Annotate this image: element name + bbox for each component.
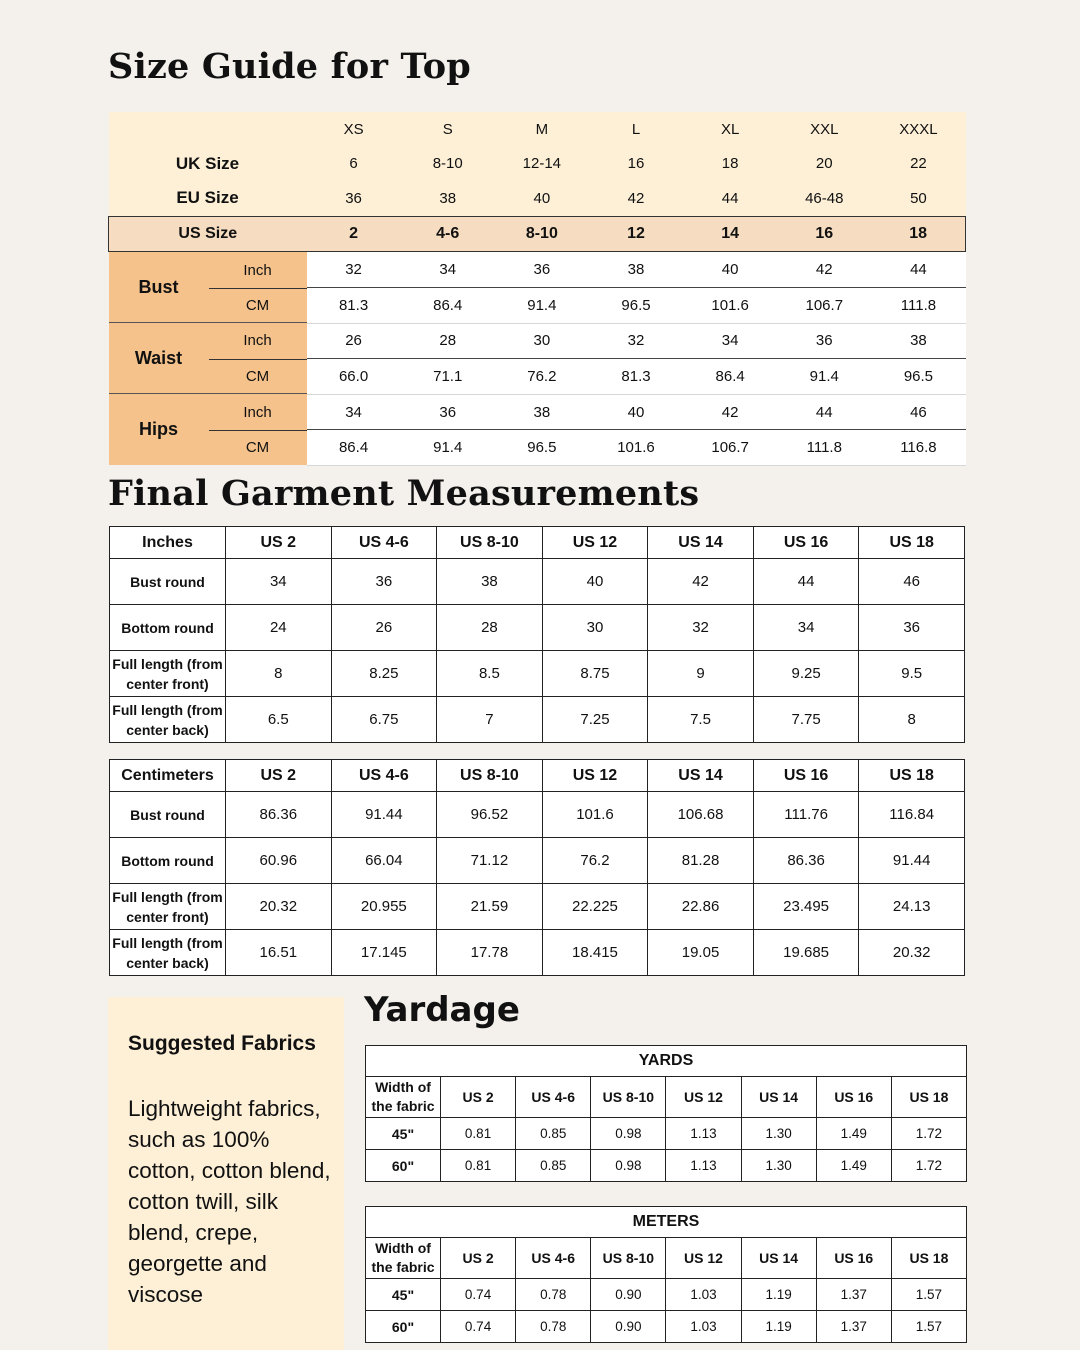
row-label: Full length (from center back) [110,930,226,976]
waist-category-cell [109,323,307,394]
size-header: US 18 [859,527,965,559]
size-header: US 16 [753,527,859,559]
inch-value: 36 [777,323,871,359]
measurement-value: 101.6 [542,792,648,838]
measurement-value: 20.32 [859,930,965,976]
bust-inch-row [109,252,966,288]
final-cm-table [109,759,965,976]
row-label: Bottom round [110,838,226,884]
measurement-value: 60.96 [226,838,332,884]
yardage-value: 1.19 [741,1279,816,1311]
size-guide-table [108,112,966,466]
cm-unit-label: CM [245,367,270,385]
letter-size-cell: XXXL [871,112,965,147]
yardage-value: 0.85 [516,1150,591,1182]
yardage-value: 0.90 [591,1311,666,1343]
cm-unit-label: CM [245,296,270,314]
size-header: US 14 [648,527,754,559]
inch-value: 34 [401,252,495,288]
us-size-value: 14 [683,216,777,252]
yardage-value: 0.85 [516,1118,591,1150]
fabric-width: 60" [366,1311,441,1343]
yardage-meters-table [365,1206,967,1343]
yardage-value: 0.81 [441,1118,516,1150]
measurement-value: 86.36 [753,838,859,884]
measurement-value: 21.59 [437,884,543,930]
fabric-width: 60" [366,1150,441,1182]
measurement-value: 16.51 [226,930,332,976]
yardage-value: 1.72 [891,1118,966,1150]
measurement-value: 32 [648,605,754,651]
cm-unit-label: CM [245,439,270,457]
size-header: US 16 [753,760,859,792]
size-header: US 14 [648,760,754,792]
measurement-value: 9.5 [859,651,965,697]
waist-label: Waist [134,348,183,369]
size-header: US 12 [666,1238,741,1279]
unit-header: Inches [110,527,226,559]
table-row [110,792,965,838]
meters-caption: METERS [366,1207,967,1238]
measurement-value: 24 [226,605,332,651]
uk-size-row [109,147,966,182]
measurement-value: 36 [331,559,437,605]
size-header: US 2 [441,1077,516,1118]
eu-size-value: 46-48 [777,181,871,216]
letter-size-row [109,112,966,147]
uk-size-value: 8-10 [401,147,495,182]
measurement-value: 22.225 [542,884,648,930]
yards-caption: YARDS [366,1046,967,1077]
cm-value: 81.3 [307,287,401,323]
fabric-width: 45" [366,1279,441,1311]
cm-value: 86.4 [683,359,777,395]
measurement-value: 8.5 [437,651,543,697]
size-header: US 4-6 [516,1238,591,1279]
cm-value: 76.2 [495,359,589,395]
yardage-value: 1.57 [891,1311,966,1343]
size-guide-title: Size Guide for Top [108,46,471,87]
cm-value: 106.7 [777,287,871,323]
size-header: US 12 [542,760,648,792]
cm-value: 81.3 [589,359,683,395]
measurement-value: 6.75 [331,697,437,743]
size-header: US 4-6 [331,527,437,559]
table-row [110,884,965,930]
measurement-value: 22.86 [648,884,754,930]
measurement-value: 44 [753,559,859,605]
size-header: US 12 [666,1077,741,1118]
yardage-value: 0.78 [516,1279,591,1311]
yardage-value: 0.78 [516,1311,591,1343]
us-size-value: 16 [777,216,871,252]
cm-value: 96.5 [871,359,965,395]
eu-size-value: 40 [495,181,589,216]
inch-value: 38 [495,394,589,430]
cm-value: 101.6 [589,430,683,466]
width-header: Width of the fabric [366,1077,441,1118]
size-header: US 18 [891,1238,966,1279]
measurement-value: 46 [859,559,965,605]
size-header: US 14 [741,1238,816,1279]
cm-value: 106.7 [683,430,777,466]
eu-size-row [109,181,966,216]
inch-value: 26 [307,323,401,359]
eu-size-label: EU Size [109,181,307,216]
measurement-value: 96.52 [437,792,543,838]
measurement-value: 7.25 [542,697,648,743]
yardage-value: 1.13 [666,1118,741,1150]
measurement-value: 24.13 [859,884,965,930]
size-header: US 8-10 [591,1077,666,1118]
measurement-value: 71.12 [437,838,543,884]
measurement-value: 9.25 [753,651,859,697]
header-row [110,527,965,559]
uk-size-value: 18 [683,147,777,182]
yardage-value: 1.03 [666,1311,741,1343]
measurement-value: 17.145 [331,930,437,976]
yardage-value: 0.74 [441,1279,516,1311]
measurement-value: 106.68 [648,792,754,838]
yardage-value: 0.98 [591,1118,666,1150]
caption-row [366,1207,967,1238]
us-size-value: 4-6 [401,216,495,252]
final-measurements-title: Final Garment Measurements [108,473,700,514]
row-label: Full length (from center front) [110,884,226,930]
measurement-value: 91.44 [331,792,437,838]
size-header: US 18 [891,1077,966,1118]
yardage-value: 1.13 [666,1150,741,1182]
table-row [366,1279,967,1311]
measurement-value: 7.75 [753,697,859,743]
inch-value: 44 [777,394,871,430]
yardage-value: 1.03 [666,1279,741,1311]
yardage-value: 1.49 [816,1150,891,1182]
measurement-value: 91.44 [859,838,965,884]
yardage-value: 1.19 [741,1311,816,1343]
cm-value: 66.0 [307,359,401,395]
cm-value: 86.4 [401,287,495,323]
yardage-value: 0.81 [441,1150,516,1182]
cm-value: 91.4 [401,430,495,466]
measurement-value: 111.76 [753,792,859,838]
inch-value: 38 [871,323,965,359]
yardage-value: 0.74 [441,1311,516,1343]
size-header: US 4-6 [331,760,437,792]
letter-size-cell: XS [307,112,401,147]
cm-value: 86.4 [307,430,401,466]
letter-size-cell: M [495,112,589,147]
measurement-value: 20.955 [331,884,437,930]
letter-size-cell: XL [683,112,777,147]
inch-value: 30 [495,323,589,359]
uk-size-value: 16 [589,147,683,182]
size-header: US 8-10 [437,760,543,792]
uk-size-value: 20 [777,147,871,182]
cm-value: 111.8 [777,430,871,466]
uk-size-value: 12-14 [495,147,589,182]
measurement-value: 20.32 [226,884,332,930]
row-label: Full length (from center back) [110,697,226,743]
measurement-value: 42 [648,559,754,605]
yardage-value: 1.57 [891,1279,966,1311]
cm-value: 101.6 [683,287,777,323]
inch-value: 34 [683,323,777,359]
inch-value: 36 [401,394,495,430]
size-header: US 12 [542,527,648,559]
yardage-value: 1.37 [816,1311,891,1343]
measurement-value: 76.2 [542,838,648,884]
measurement-value: 38 [437,559,543,605]
measurement-value: 8 [859,697,965,743]
size-header: US 8-10 [591,1238,666,1279]
uk-size-value: 6 [307,147,401,182]
hips-category-cell [109,394,307,465]
inch-value: 36 [495,252,589,288]
inch-value: 38 [589,252,683,288]
eu-size-value: 36 [307,181,401,216]
row-label: Bust round [110,792,226,838]
measurement-value: 34 [226,559,332,605]
yardage-yards-table [365,1045,967,1182]
header-row [366,1077,967,1118]
measurement-value: 26 [331,605,437,651]
measurement-value: 8.25 [331,651,437,697]
measurement-value: 19.685 [753,930,859,976]
yardage-value: 0.98 [591,1150,666,1182]
uk-size-label: UK Size [109,147,307,182]
letter-size-cell: XXL [777,112,871,147]
yardage-value: 1.72 [891,1150,966,1182]
table-row [110,697,965,743]
cm-value: 96.5 [495,430,589,466]
yardage-value: 1.49 [816,1118,891,1150]
size-header: US 2 [226,760,332,792]
header-row [110,760,965,792]
inch-unit-label: Inch [243,332,272,350]
hips-label: Hips [138,419,178,440]
bust-category-cell [109,252,307,323]
measurement-value: 28 [437,605,543,651]
measurement-value: 6.5 [226,697,332,743]
measurement-value: 18.415 [542,930,648,976]
waist-inch-row [109,323,966,359]
measurement-value: 8.75 [542,651,648,697]
table-row [366,1118,967,1150]
measurement-value: 81.28 [648,838,754,884]
inch-value: 46 [871,394,965,430]
cm-value: 91.4 [495,287,589,323]
measurement-value: 30 [542,605,648,651]
letter-size-cell: S [401,112,495,147]
inch-value: 42 [777,252,871,288]
fabric-width: 45" [366,1118,441,1150]
us-size-row [109,216,966,252]
size-header: US 2 [441,1238,516,1279]
yardage-title: Yardage [364,990,520,1030]
size-header: US 2 [226,527,332,559]
row-label: Bust round [110,559,226,605]
cm-value: 91.4 [777,359,871,395]
inch-value: 34 [307,394,401,430]
table-row [110,605,965,651]
eu-size-value: 38 [401,181,495,216]
measurement-value: 17.78 [437,930,543,976]
measurement-value: 9 [648,651,754,697]
us-size-value: 18 [871,216,965,252]
inch-value: 28 [401,323,495,359]
size-header: US 14 [741,1077,816,1118]
size-header: US 16 [816,1077,891,1118]
measurement-value: 34 [753,605,859,651]
blank-cell [109,112,307,147]
row-label: Bottom round [110,605,226,651]
cm-value: 111.8 [871,287,965,323]
inch-value: 32 [307,252,401,288]
eu-size-value: 50 [871,181,965,216]
measurement-value: 23.495 [753,884,859,930]
inch-value: 40 [683,252,777,288]
inch-value: 42 [683,394,777,430]
table-row [366,1150,967,1182]
bust-label: Bust [138,277,179,298]
inch-value: 44 [871,252,965,288]
measurement-value: 8 [226,651,332,697]
size-header: US 8-10 [437,527,543,559]
width-header: Width of the fabric [366,1238,441,1279]
suggested-fabrics-title: Suggested Fabrics [128,1032,316,1055]
yardage-value: 0.90 [591,1279,666,1311]
size-header: US 16 [816,1238,891,1279]
table-row [110,559,965,605]
table-row [110,651,965,697]
measurement-value: 40 [542,559,648,605]
cm-value: 71.1 [401,359,495,395]
inch-value: 40 [589,394,683,430]
measurement-value: 19.05 [648,930,754,976]
size-header: US 4-6 [516,1077,591,1118]
us-size-value: 8-10 [495,216,589,252]
suggested-fabrics-box [108,997,344,1350]
measurement-value: 36 [859,605,965,651]
final-inches-table [109,526,965,743]
eu-size-value: 42 [589,181,683,216]
cm-value: 96.5 [589,287,683,323]
row-label: Full length (from center front) [110,651,226,697]
hips-inch-row [109,394,966,430]
yardage-value: 1.30 [741,1118,816,1150]
header-row [366,1238,967,1279]
inch-value: 32 [589,323,683,359]
measurement-value: 86.36 [226,792,332,838]
measurement-value: 66.04 [331,838,437,884]
measurement-value: 116.84 [859,792,965,838]
measurement-value: 7.5 [648,697,754,743]
us-size-value: 2 [307,216,401,252]
caption-row [366,1046,967,1077]
table-row [366,1311,967,1343]
yardage-value: 1.37 [816,1279,891,1311]
table-row [110,930,965,976]
inch-unit-label: Inch [243,261,272,279]
us-size-label: US Size [109,216,307,252]
letter-size-cell: L [589,112,683,147]
eu-size-value: 44 [683,181,777,216]
size-header: US 18 [859,760,965,792]
inch-unit-label: Inch [243,403,272,421]
cm-value: 116.8 [871,430,965,466]
yardage-value: 1.30 [741,1150,816,1182]
table-row [110,838,965,884]
measurement-value: 7 [437,697,543,743]
us-size-value: 12 [589,216,683,252]
unit-header: Centimeters [110,760,226,792]
uk-size-value: 22 [871,147,965,182]
suggested-fabrics-text: Lightweight fabrics, such as 100% cotton, cotton blend, cotton twill, silk blend, crepe, georgette and viscose [128,1096,331,1307]
